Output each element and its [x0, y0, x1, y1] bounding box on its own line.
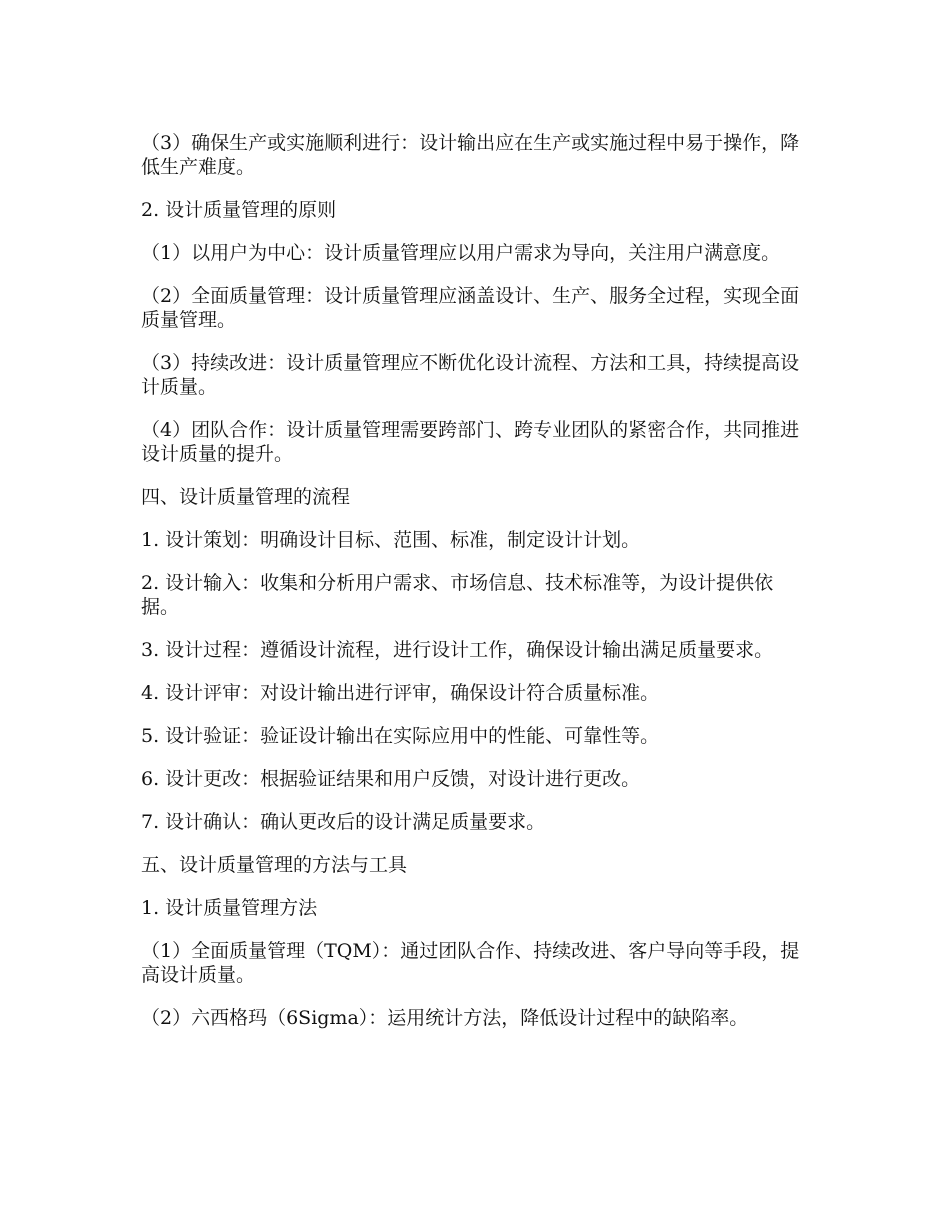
- heading-principles: 2. 设计质量管理的原则: [141, 199, 337, 221]
- paragraph-user-centered: （1）以用户为中心：设计质量管理应以用户需求为导向，关注用户满意度。: [141, 242, 781, 264]
- document-body: [141, 131, 809, 1049]
- section-heading-methods-tools: 五、设计质量管理的方法与工具: [141, 854, 408, 876]
- process-step-verification: 5. 设计验证：验证设计输出在实际应用中的性能、可靠性等。: [141, 725, 660, 747]
- paragraph-total-quality: （2）全面质量管理：设计质量管理应涵盖设计、生产、服务全过程，实现全面质量管理。: [141, 285, 800, 331]
- process-step-input: 2. 设计输入：收集和分析用户需求、市场信息、技术标准等，为设计提供依据。: [141, 572, 774, 618]
- process-step-planning: 1. 设计策划：明确设计目标、范围、标准，制定设计计划。: [141, 529, 641, 551]
- paragraph-teamwork: （4）团队合作：设计质量管理需要跨部门、跨专业团队的紧密合作，共同推进设计质量的提升。: [141, 419, 800, 465]
- paragraph-ensure-production: （3）确保生产或实施顺利进行：设计输出应在生产或实施过程中易于操作，降低生产难度。: [141, 132, 800, 178]
- process-step-change: 6. 设计更改：根据验证结果和用户反馈，对设计进行更改。: [141, 768, 641, 790]
- paragraph-six-sigma: （2）六西格玛（6Sigma）：运用统计方法，降低设计过程中的缺陷率。: [141, 1007, 749, 1029]
- section-heading-process: 四、设计质量管理的流程: [141, 486, 351, 508]
- process-step-review: 4. 设计评审：对设计输出进行评审，确保设计符合质量标准。: [141, 682, 660, 704]
- process-step-design: 3. 设计过程：遵循设计流程，进行设计工作，确保设计输出满足质量要求。: [141, 639, 774, 661]
- paragraph-tqm: （1）全面质量管理（TQM）：通过团队合作、持续改进、客户导向等手段，提高设计质量。: [141, 940, 800, 986]
- process-step-confirmation: 7. 设计确认：确认更改后的设计满足质量要求。: [141, 811, 546, 833]
- paragraph-continuous-improvement: （3）持续改进：设计质量管理应不断优化设计流程、方法和工具，持续提高设计质量。: [141, 352, 800, 398]
- heading-methods: 1. 设计质量管理方法: [141, 897, 318, 919]
